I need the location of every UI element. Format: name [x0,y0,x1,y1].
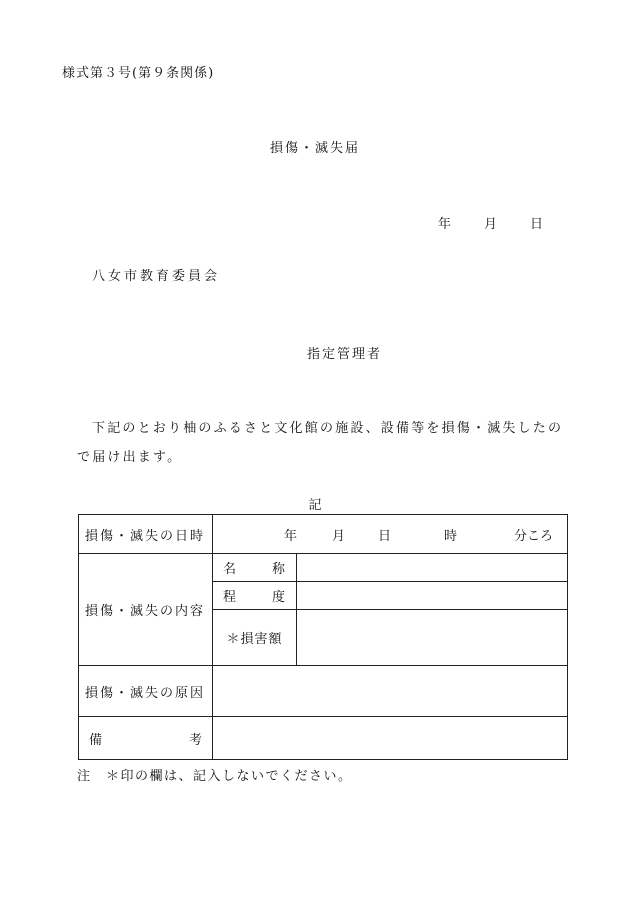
dt-day: 日 [377,528,391,544]
content-label: 損傷・滅失の内容 [79,554,213,666]
row-cause [79,666,568,717]
body-text [77,414,577,472]
date-day: 日 [530,217,544,232]
date-month: 月 [484,217,498,232]
row-datetime [79,515,568,554]
cause-value-cell [213,666,568,717]
degree-label-b: 度 [271,590,286,605]
remarks-label-b: 考 [188,732,202,748]
degree-label-a: 程 [223,590,238,605]
row-name [79,554,568,582]
ki-heading: 記 [308,498,322,513]
damage-amount-value-cell [297,610,568,666]
dt-year: 年 [283,528,297,544]
name-value-cell [297,554,568,582]
date-line [438,213,543,232]
dt-minute: 分ころ [513,528,553,544]
degree-value-cell [297,582,568,610]
cause-label: 損傷・滅失の原因 [79,666,213,717]
remarks-label-cell [79,717,213,760]
name-label-a: 名 [223,562,238,577]
body-line-2: で届け出ます。 [77,450,183,465]
datetime-label: 損傷・滅失の日時 [79,515,213,554]
row-remarks [79,717,568,760]
name-label-cell [213,554,297,582]
damage-amount-label: ＊損害額 [213,610,297,666]
body-line-1: 下記のとおり柚のふるさと文化館の施設、設備等を損傷・滅失したの [92,421,564,436]
document-title: 損傷・滅失届 [269,141,360,156]
date-year: 年 [438,217,452,232]
report-table [78,514,568,760]
form-number: 様式第３号(第９条関係) [62,66,215,81]
dt-hour: 時 [443,528,457,544]
remarks-label-a: 備 [89,732,103,748]
remarks-value-cell [213,717,568,760]
datetime-units [219,525,561,544]
datetime-value-cell [213,515,568,554]
footnote: 注 ＊印の欄は、記入しないでください。 [77,769,353,784]
addressee: 八女市教育委員会 [92,269,221,284]
applicant-label: 指定管理者 [307,347,383,362]
dt-month: 月 [331,528,345,544]
name-label-b: 称 [271,562,286,577]
degree-label-cell [213,582,297,610]
